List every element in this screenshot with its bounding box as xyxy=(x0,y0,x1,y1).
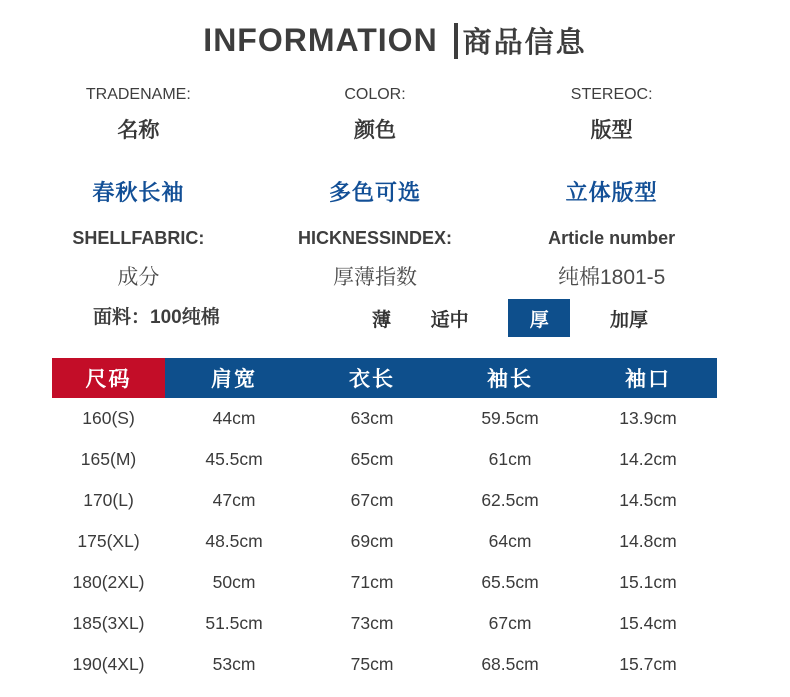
title-english: INFORMATION xyxy=(203,22,438,58)
table-row xyxy=(52,562,717,603)
article-number-label: Article number xyxy=(548,228,676,248)
thickness-option-thick-selected: 厚 xyxy=(508,299,570,337)
stereoc-value: 立体版型 xyxy=(565,180,658,205)
sleeve-cell: 62.5cm xyxy=(481,490,539,510)
table-row xyxy=(52,439,717,480)
shoulder-cell: 50cm xyxy=(212,572,256,592)
cuff-cell: 15.4cm xyxy=(619,613,677,633)
thickness-option-medium: 适中 xyxy=(430,309,469,331)
title-chinese: 商品信息 xyxy=(462,27,587,59)
shoulder-cell: 45.5cm xyxy=(205,449,263,469)
info-grid-secondary xyxy=(20,228,730,291)
info-card-stereoc xyxy=(493,86,730,207)
cuff-cell: 14.5cm xyxy=(619,490,677,510)
length-cell: 71cm xyxy=(350,572,394,592)
page-title xyxy=(0,20,790,61)
thickness-option-extra-thick: 加厚 xyxy=(609,309,648,331)
cuff-cell: 14.8cm xyxy=(619,531,677,551)
info-card-shellfabric xyxy=(20,228,257,291)
shoulder-cell: 48.5cm xyxy=(205,531,263,551)
shellfabric-value-cn: 成分 xyxy=(117,266,160,289)
header-cuff: 袖口 xyxy=(579,358,717,398)
color-label-en: COLOR: xyxy=(344,86,406,103)
sleeve-cell: 65.5cm xyxy=(481,572,539,592)
header-size: 尺码 xyxy=(52,358,165,398)
shoulder-cell: 47cm xyxy=(212,490,256,510)
header-garment-length: 衣长 xyxy=(303,358,441,398)
length-cell: 63cm xyxy=(350,408,394,428)
thickness-scale xyxy=(372,296,648,340)
tradename-value: 春秋长袖 xyxy=(92,180,185,205)
stereoc-label-en: STEREOC: xyxy=(570,86,653,103)
size-cell: 175(XL) xyxy=(77,531,140,551)
size-cell: 165(M) xyxy=(80,449,137,469)
thicknessindex-label-en: HICKNESSINDEX: xyxy=(297,228,452,248)
table-row xyxy=(52,480,717,521)
cuff-cell: 15.7cm xyxy=(619,654,677,674)
size-cell: 180(2XL) xyxy=(72,572,145,592)
thickness-option-thin: 薄 xyxy=(372,309,392,331)
length-cell: 75cm xyxy=(350,654,394,674)
size-cell: 160(S) xyxy=(82,408,135,428)
info-card-article-number xyxy=(493,228,730,291)
table-row xyxy=(52,398,717,439)
tradename-label-cn: 名称 xyxy=(117,119,160,142)
length-cell: 65cm xyxy=(350,449,394,469)
sleeve-cell: 67cm xyxy=(488,613,532,633)
sleeve-cell: 61cm xyxy=(488,449,532,469)
title-divider xyxy=(454,23,458,59)
info-card-tradename xyxy=(20,86,257,207)
shoulder-cell: 51.5cm xyxy=(205,613,263,633)
shoulder-cell: 53cm xyxy=(212,654,256,674)
tradename-label-en: TRADENAME: xyxy=(85,86,191,103)
fabric-thickness-row xyxy=(0,296,790,340)
color-value: 多色可选 xyxy=(328,180,421,205)
sleeve-cell: 68.5cm xyxy=(481,654,539,674)
length-cell: 67cm xyxy=(350,490,394,510)
size-cell: 185(3XL) xyxy=(72,613,145,633)
table-row xyxy=(52,603,717,644)
color-label-cn: 颜色 xyxy=(353,119,396,142)
info-card-color xyxy=(257,86,494,207)
header-sleeve-length: 袖长 xyxy=(441,358,579,398)
shoulder-cell: 44cm xyxy=(212,408,256,428)
cuff-cell: 15.1cm xyxy=(619,572,677,592)
fabric-label: 面料：100纯棉 xyxy=(93,307,220,328)
size-cell: 190(4XL) xyxy=(72,654,145,674)
article-number-value: 纯棉1801-5 xyxy=(557,266,666,289)
header-shoulder-width: 肩宽 xyxy=(165,358,303,398)
table-row xyxy=(52,521,717,562)
size-cell: 170(L) xyxy=(83,490,134,510)
stereoc-label-cn: 版型 xyxy=(590,119,633,142)
size-table-header-row xyxy=(52,358,717,398)
length-cell: 73cm xyxy=(350,613,394,633)
cuff-cell: 13.9cm xyxy=(619,408,677,428)
table-row xyxy=(52,644,717,685)
thicknessindex-value-cn: 厚薄指数 xyxy=(332,266,417,289)
sleeve-cell: 59.5cm xyxy=(481,408,539,428)
sleeve-cell: 64cm xyxy=(488,531,532,551)
length-cell: 69cm xyxy=(350,531,394,551)
info-card-thicknessindex xyxy=(257,228,494,291)
size-table xyxy=(52,358,717,685)
info-grid-primary xyxy=(20,86,730,207)
cuff-cell: 14.2cm xyxy=(619,449,677,469)
shellfabric-label-en: SHELLFABRIC: xyxy=(72,228,205,248)
